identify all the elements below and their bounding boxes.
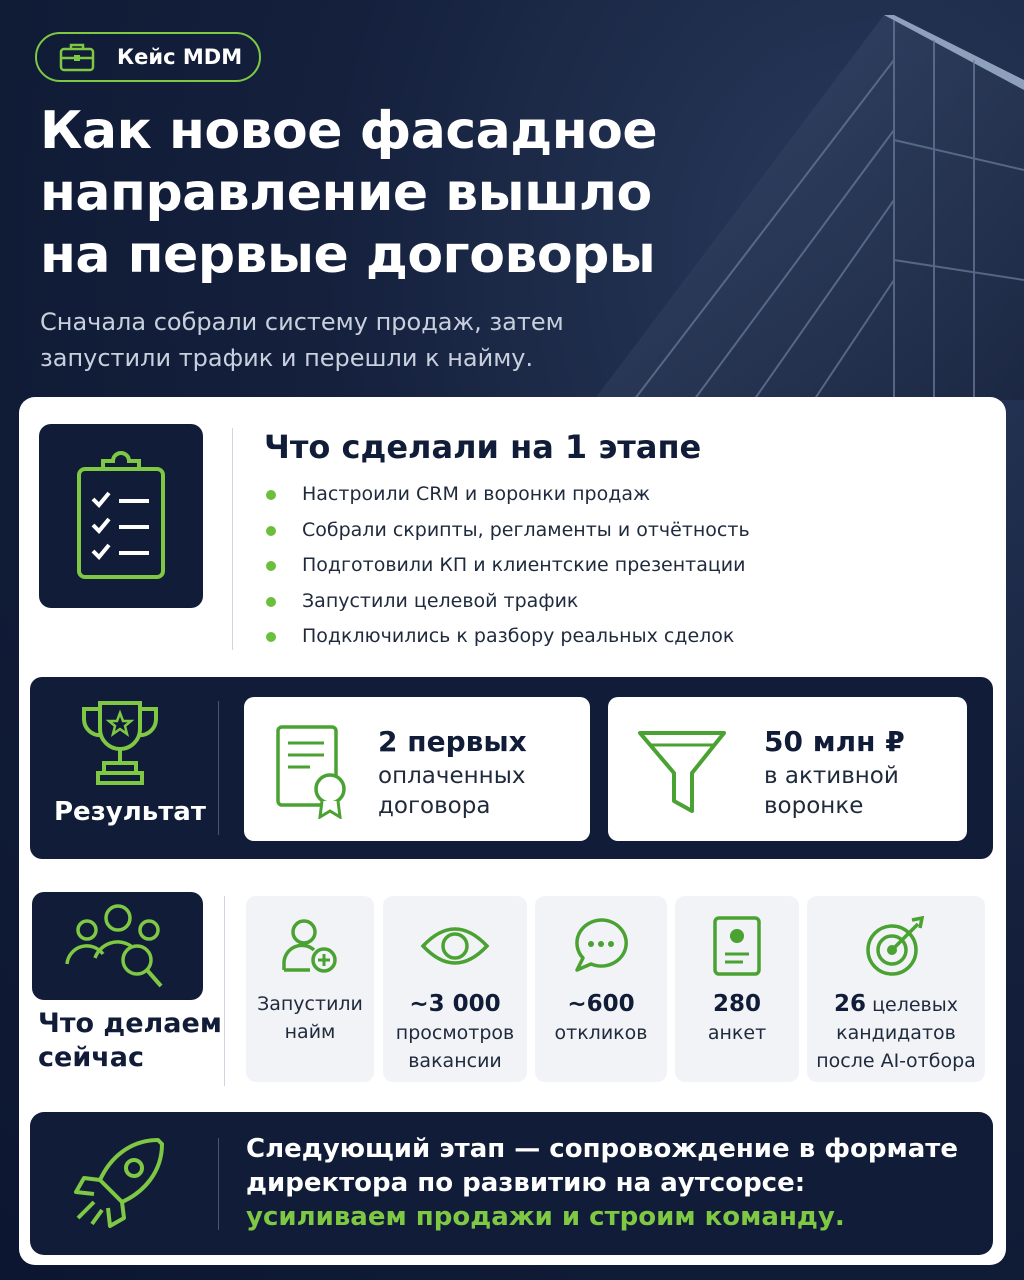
team-search-icon	[63, 900, 173, 992]
metric-value: ~600	[567, 991, 635, 1017]
funnel-icon	[636, 727, 728, 817]
stage-list	[266, 478, 750, 656]
metric-hiring	[246, 896, 374, 1082]
result-block	[30, 677, 993, 859]
list-item: Подготовили КП и клиентские презентации	[266, 549, 750, 585]
metric-text	[246, 990, 374, 1046]
funnel-caption	[764, 761, 899, 821]
metric-line: просмотров	[395, 1022, 515, 1044]
metric-value: 280	[712, 991, 761, 1017]
page-subtitle	[40, 304, 660, 376]
subtitle-line: Сначала собрали систему продаж, затем	[40, 308, 564, 336]
metric-views	[383, 896, 527, 1082]
certificate-icon	[274, 723, 354, 819]
metric-responses	[535, 896, 667, 1082]
title-line: Как новое фасадное	[40, 101, 658, 161]
target-icon	[864, 916, 928, 978]
metric-line: целевых	[866, 994, 958, 1016]
list-item: Собрали скрипты, регламенты и отчётность	[266, 514, 750, 550]
divider	[224, 896, 225, 1086]
metric-value: 26	[834, 991, 867, 1017]
list-item: Подключились к разбору реальных сделок	[266, 620, 750, 656]
funnel-value: 50 млн ₽	[764, 725, 905, 758]
trophy-icon	[70, 699, 170, 789]
rocket-icon	[70, 1132, 170, 1232]
caption-line: договора	[378, 793, 491, 819]
list-item: Настроили CRM и воронки продаж	[266, 478, 750, 514]
metric-applications	[675, 896, 799, 1082]
checklist-icon	[71, 451, 171, 581]
chat-icon	[571, 916, 631, 976]
briefcase-icon	[59, 42, 95, 72]
metric-line: Запустили	[257, 993, 363, 1015]
metric-line: после AI-отбора	[816, 1050, 976, 1072]
now-label-line: сейчас	[38, 1042, 144, 1073]
metric-line: откликов	[554, 1022, 648, 1044]
metric-candidates	[807, 896, 985, 1082]
add-user-icon	[280, 916, 340, 976]
result-card-contracts	[244, 697, 590, 841]
now-label-line: Что делаем	[38, 1008, 222, 1039]
caption-line: воронке	[764, 793, 864, 819]
metric-text	[807, 990, 985, 1075]
title-line: на первые договоры	[40, 225, 656, 285]
metric-text	[383, 990, 527, 1075]
stage-title: Что сделали на 1 этапе	[264, 428, 702, 466]
now-label	[38, 1007, 222, 1075]
next-stage-block	[30, 1112, 993, 1255]
next-stage-text	[246, 1132, 966, 1234]
list-item: Запустили целевой трафик	[266, 585, 750, 621]
metric-text	[535, 990, 667, 1047]
now-icon-box	[32, 892, 203, 1000]
stage-icon-box	[39, 424, 203, 608]
next-text-main: Следующий этап — сопровождение в формате директора по развитию на аутсорсе:	[246, 1134, 958, 1198]
metric-line: анкет	[707, 1022, 767, 1044]
metric-text	[675, 990, 799, 1047]
caption-line: в активной	[764, 763, 899, 789]
next-text-highlight: усиливаем продажи и строим команду.	[246, 1202, 845, 1232]
metric-line: вакансии	[408, 1050, 502, 1072]
result-label: Результат	[54, 797, 206, 827]
metric-line: найм	[284, 1021, 336, 1043]
resume-icon	[711, 916, 763, 976]
badge-label: Кейс MDM	[117, 45, 243, 69]
divider	[232, 428, 233, 650]
metric-line: кандидатов	[836, 1022, 956, 1044]
metric-value: ~3 000	[409, 991, 501, 1017]
divider	[218, 1138, 219, 1230]
title-line: направление вышло	[40, 163, 652, 223]
caption-line: оплаченных	[378, 763, 526, 789]
result-card-funnel	[608, 697, 967, 841]
contracts-value: 2 первых	[378, 725, 527, 758]
subtitle-line: запустили трафик и перешли к найму.	[40, 344, 534, 372]
case-badge	[35, 32, 261, 82]
page-title	[40, 100, 740, 286]
divider	[218, 701, 219, 835]
eye-icon	[419, 916, 491, 976]
contracts-caption	[378, 761, 526, 821]
